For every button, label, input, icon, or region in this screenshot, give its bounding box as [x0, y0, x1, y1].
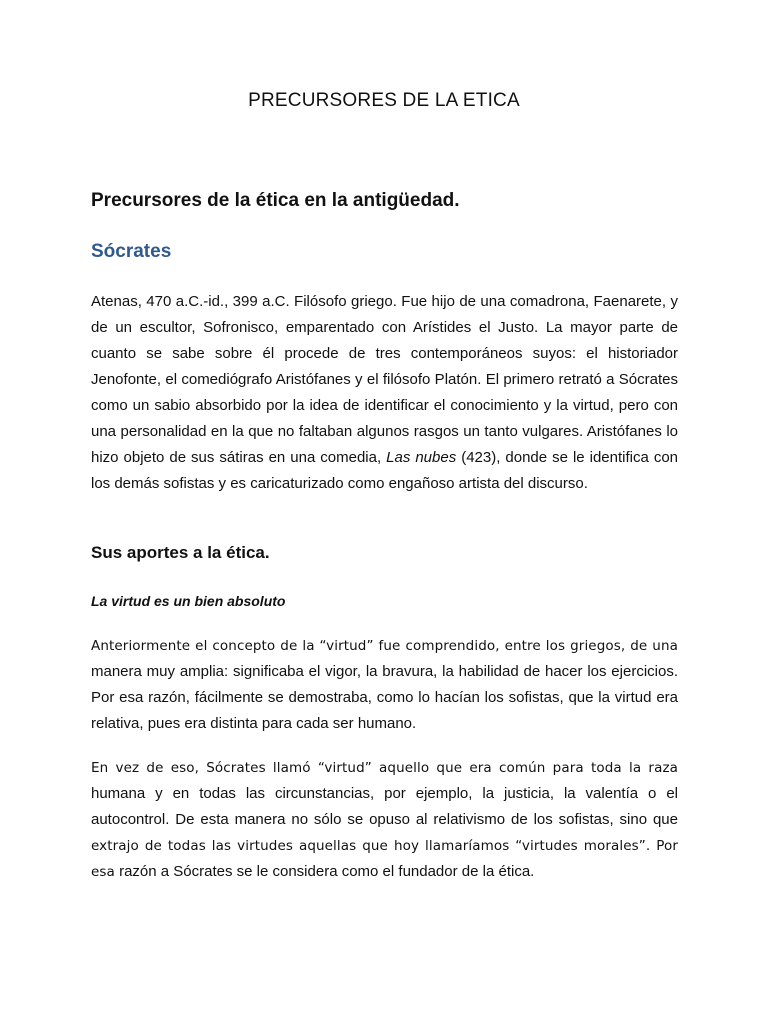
main-heading: Precursores de la ética en la antigüedad. — [91, 190, 460, 211]
contributions-heading: Sus aportes a la ética. — [91, 543, 270, 562]
socrates-virtue-paragraph — [91, 755, 678, 885]
socrates-heading: Sócrates — [91, 241, 172, 262]
socrates-virtue-line1: En vez de eso, Sócrates llamó “virtud” aquello que era común para toda la raza — [91, 760, 678, 776]
biography-paragraph — [91, 289, 678, 497]
socrates-virtue-middle: humana y en todas las circunstancias, por ejemplo, la justicia, la valentía o el autocontrol. De esta manera no sólo se opuso al relativismo de los sofistas, sino que — [91, 785, 678, 828]
virtue-concept-paragraph — [91, 633, 678, 737]
work-title: Las nubes — [386, 449, 457, 466]
bio-text-end: (423), donde se le identifica con los demás sofistas y es caricaturizado como engañoso artista del discurso. — [91, 449, 678, 492]
virtue-concept-line1: Anteriormente el concepto de la “virtud” fue comprendido, entre los griegos, de una — [91, 638, 678, 654]
socrates-virtue-end: razón a Sócrates se le considera como el fundador de la ética. — [114, 863, 535, 880]
socrates-virtue-line4: extrajo de todas las virtudes aquellas que hoy llamaríamos “virtudes morales”. Por esa — [91, 838, 678, 880]
document-title: PRECURSORES DE LA ETICA — [248, 90, 520, 111]
bio-text-start: Atenas, 470 a.C.-id., 399 a.C. Filósofo griego. Fue hijo de una comadrona, Faenarete, y de un escultor, Sofronisco, emparentado con Arístides el Justo. La mayor parte de cuanto se sabe sobre él procede de tres contemporáneos suyos: el historiador Jenofonte, el comediógrafo Aristófanes y el filósofo Platón. El primero retrató a Sócrates como un sabio absorbido por la idea de identificar el conocimiento y la virtud, pero con una personalidad en la que no faltaban algunos rasgos un tanto vulgares. Aristófanes lo hizo objeto de sus sátiras en una comedia, — [91, 293, 678, 466]
virtue-subheading: La virtud es un bien absoluto — [91, 593, 286, 609]
virtue-concept-rest: manera muy amplia: significaba el vigor, la bravura, la habilidad de hacer los ejercicios. Por esa razón, fácilmente se demostraba, como lo hacían los sofistas, que la virtud era relativa, pues era distinta para cada ser humano. — [91, 663, 678, 732]
